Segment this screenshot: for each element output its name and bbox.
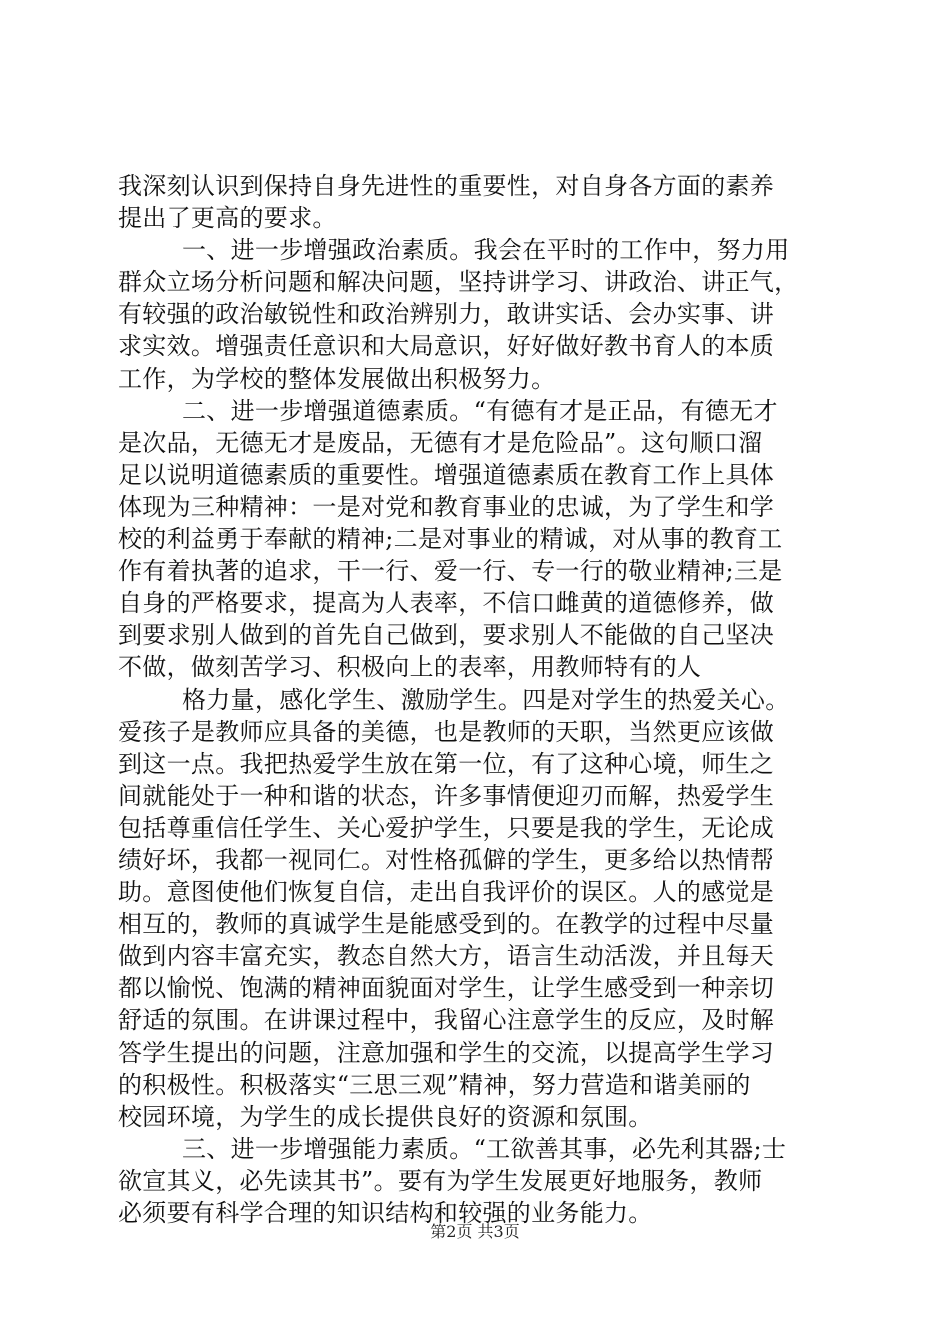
- text-line: 做到内容丰富充实，教态自然大方，语言生动活泼，并且每天: [118, 942, 775, 971]
- text-line: 相互的，教师的真诚学生是能感受到的。在教学的过程中尽量: [118, 910, 775, 939]
- text-line: 包括尊重信任学生、关心爱护学生，只要是我的学生，无论成: [118, 813, 775, 842]
- text-line: 的积极性。积极落实“三思三观”精神，努力营造和谐美丽的: [118, 1070, 751, 1099]
- text-line: 求实效。增强责任意识和大局意识，好好做好教书育人的本质: [118, 332, 775, 361]
- body-text: [118, 170, 838, 1229]
- text-line: 不做，做刻苦学习、积极向上的表率，用教师特有的人: [118, 653, 702, 682]
- text-line: 答学生提出的问题，注意加强和学生的交流，以提高学生学习: [118, 1038, 775, 1067]
- text-line: 到要求别人做到的首先自己做到，要求别人不能做的自己坚决: [118, 621, 775, 650]
- text-line: 自身的严格要求，提高为人表率，不信口雌黄的道德修养，做: [118, 589, 775, 618]
- text-line: 校的利益勇于奉献的精神;二是对事业的精诚，对从事的教育工: [118, 525, 783, 554]
- text-line: 作有着执著的追求，干一行、爱一行、专一行的敬业精神;三是: [118, 557, 783, 586]
- text-line: 工作，为学校的整体发展做出积极努力。: [118, 364, 556, 393]
- text-line: 有较强的政治敏锐性和政治辨别力，敢讲实话、会办实事、讲: [118, 300, 775, 329]
- text-line: 到这一点。我把热爱学生放在第一位，有了这种心境，师生之: [118, 749, 775, 778]
- text-line: 欲宣其义，必先读其书”。要有为学生发展更好地服务，教师: [118, 1166, 763, 1195]
- text-line: 爱孩子是教师应具备的美德，也是教师的天职，当然更应该做: [118, 717, 775, 746]
- text-line: 格力量，感化学生、激励学生。四是对学生的热爱关心。: [182, 685, 790, 714]
- text-line: 绩好坏，我都一视同仁。对性格孤僻的学生，更多给以热情帮: [118, 845, 775, 874]
- text-line: 足以说明道德素质的重要性。增强道德素质在教育工作上具体: [118, 460, 775, 489]
- text-line: 校园环境，为学生的成长提供良好的资源和氛围。: [118, 1102, 653, 1131]
- text-line: 是次品，无德无才是废品，无德有才是危险品”。这句顺口溜: [118, 428, 763, 457]
- text-line: 都以愉悦、饱满的精神面貌面对学生，让学生感受到一种亲切: [118, 974, 775, 1003]
- text-line: 提出了更高的要求。: [118, 204, 337, 233]
- text-line: 我深刻认识到保持自身先进性的重要性，对自身各方面的素养: [118, 172, 775, 200]
- text-line: 助。意图使他们恢复自信，走出自我评价的误区。人的感觉是: [118, 878, 775, 907]
- text-line: 间就能处于一种和谐的状态，许多事情便迎刃而解，热爱学生: [118, 781, 775, 810]
- text-line: 舒适的氛围。在讲课过程中，我留心注意学生的反应，及时解: [118, 1006, 775, 1035]
- section-heading-line: 二、进一步增强道德素质。“有德有才是正品，有德无才: [182, 396, 778, 425]
- page-number-footer: 第2页 共3页: [430, 1222, 520, 1241]
- section-heading-line: 三、进一步增强能力素质。“工欲善其事，必先利其器;士: [182, 1134, 787, 1163]
- text-line: 必须要有科学合理的知识结构和较强的业务能力。: [118, 1199, 653, 1227]
- text-line: 体现为三种精神：一是对党和教育事业的忠诚，为了学生和学: [118, 492, 775, 521]
- text-line: 群众立场分析问题和解决问题，坚持讲学习、讲政治、讲正气，: [118, 268, 799, 297]
- section-heading-line: 一、进一步增强政治素质。我会在平时的工作中，努力用: [182, 236, 790, 265]
